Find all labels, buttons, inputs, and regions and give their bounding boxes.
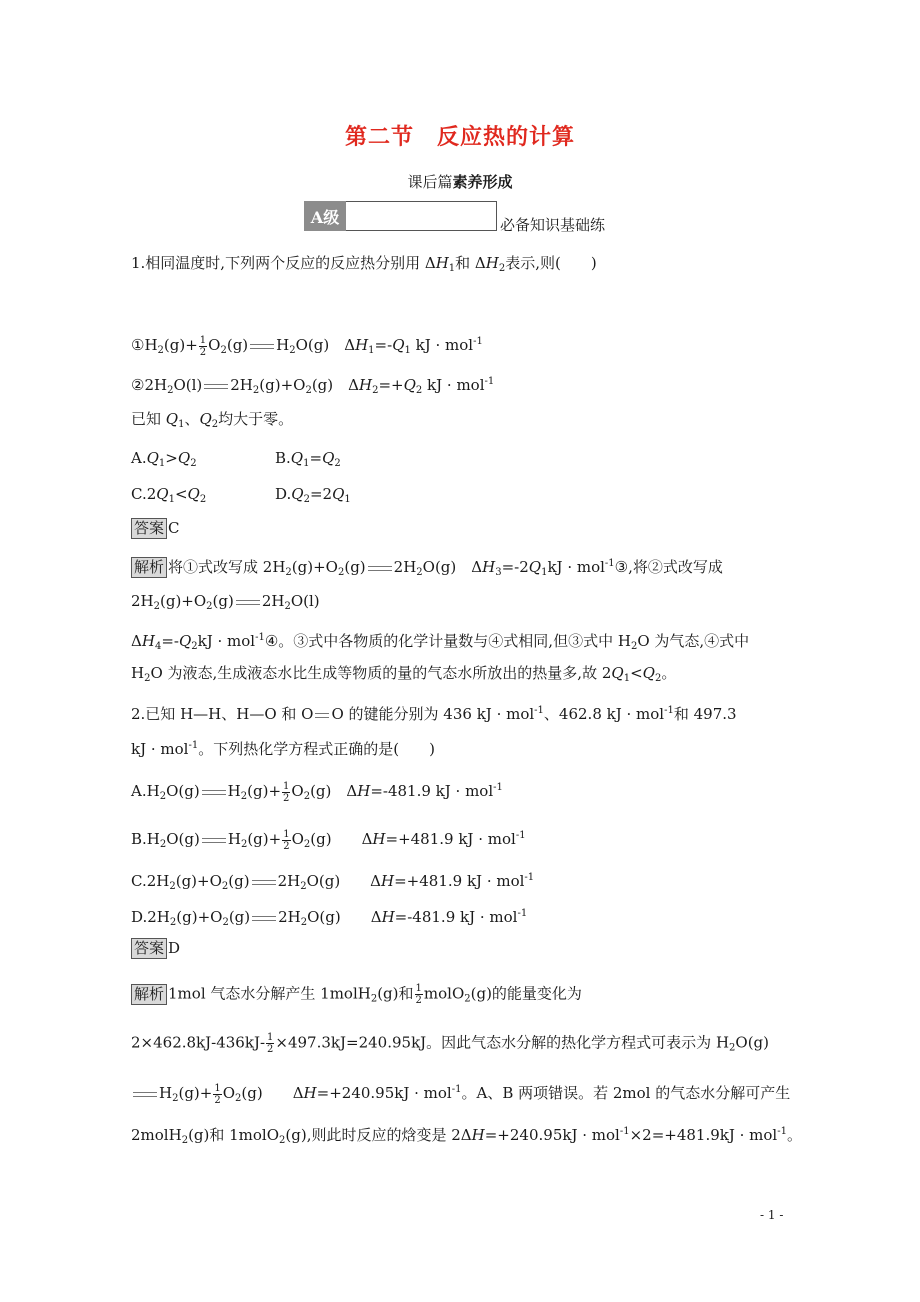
section-subtitle	[0, 171, 920, 192]
q2-stem-line-2: kJ · mol$^{-1}$。下列热化学方程式正确的是( )	[131, 740, 435, 758]
q2-analysis-line-2: 2×462.8kJ-436kJ- $\frac{1}{2}$ ×497.3kJ=240.95kJ。因此气态水分解的热化学方程式可表示为 $H_2O(g)$	[131, 1032, 770, 1055]
page-number: - 1 -	[760, 1208, 784, 1222]
q2-analysis-line-3: $H_2(g)+$ $\frac{1}{2}$ $O_2(g)$ ΔH=+240.95kJ · mol$^{-1}$。A、B 两项错误。若 2mol 的气态水分解可产生	[131, 1080, 790, 1109]
q1-analysis-line-4: $H_2O$ 为液态,生成液态水比生成等物质的量的气态水所放出的热量多,故 $2Q_1<Q_2$。	[131, 664, 677, 684]
equals-arrow-icon	[368, 566, 392, 571]
fraction-half: $\frac{1}{2}$	[415, 983, 422, 1006]
fraction-half: $\frac{1}{2}$	[283, 780, 290, 804]
double-bond-icon	[315, 713, 329, 718]
q1-option-d[interactable]: $D.Q_2=2Q_1$	[275, 485, 351, 505]
analysis-tag: 解析	[131, 557, 167, 578]
q2-answer: 答案 D	[131, 938, 180, 959]
fraction-half: $\frac{1}{2}$	[199, 334, 207, 358]
q1-equation-1: $①H_2(g)+$ $\frac{1}{2}$ $O_2(g)$ $H_2O(g)$ $\Delta H_1=-Q_1$ kJ · mol$^{-1}$	[131, 334, 483, 358]
equals-arrow-icon	[250, 344, 274, 349]
equals-arrow-icon	[133, 1092, 157, 1097]
analysis-tag: 解析	[131, 984, 167, 1005]
level-badge: A级	[304, 201, 346, 231]
subtitle-bold: 素养形成	[452, 173, 513, 191]
q1-answer: 答案 C	[131, 518, 180, 539]
q1-analysis-line-3: $\Delta H_4=-Q_2kJ$ · mol$^{-1}$④。③式中各物质的化学计量数与④式相同,但③式中 $H_2O$ 为气态,④式中	[131, 632, 750, 652]
q2-option-a[interactable]: $A.H_2O(g)$ $H_2(g)+$ $\frac{1}{2}$ $O_2(g)$ ΔH=-481.9 kJ · mol$^{-1}$	[131, 780, 503, 804]
equals-arrow-icon	[202, 790, 226, 795]
q2-analysis-line-4: 2molH$_2$(g)和 1molO$_2$(g),则此时反应的焓变是 2ΔH=+240.95kJ · mol$^{-1}$×2=+481.9kJ · mol$^{-1}$。	[131, 1126, 802, 1146]
level-box	[346, 201, 497, 231]
equals-arrow-icon	[252, 880, 276, 885]
q1-equation-2: $②2H_2O(l)$ $2H_2(g)+O_2(g)$ $\Delta H_2=+Q_2$ kJ · mol$^{-1}$	[131, 376, 495, 396]
equals-arrow-icon	[252, 916, 276, 921]
q2-option-b[interactable]: $B.H_2O(g)$ $H_2(g)+$ $\frac{1}{2}$ $O_2(g)$ ΔH=+481.9 kJ · mol$^{-1}$	[131, 828, 526, 852]
page-title: 第二节 反应热的计算	[344, 125, 575, 150]
equals-arrow-icon	[236, 600, 260, 605]
q2-option-c[interactable]: $C.2H_2(g)+O_2(g)$ $2H_2O(g)$ ΔH=+481.9 kJ · mol$^{-1}$	[131, 872, 535, 892]
q2-analysis-line-1: 解析 1mol 气态水分解产生 1molH$_2$(g)和 $\frac{1}{2}$ molO$_2$(g)的能量变化为	[131, 983, 582, 1010]
equals-arrow-icon	[202, 838, 226, 843]
q1-option-a[interactable]: $A.Q_1>Q_2$	[131, 449, 197, 469]
q1-option-c[interactable]: $C.2Q_1<Q_2$	[131, 485, 207, 505]
q1-option-b[interactable]: $B.Q_1=Q_2$	[275, 449, 341, 469]
equals-arrow-icon	[204, 384, 228, 389]
q2-option-d[interactable]: $D.2H_2(g)+O_2(g)$ $2H_2O(g)$ ΔH=-481.9 kJ · mol$^{-1}$	[131, 908, 528, 928]
answer-tag: 答案	[131, 938, 167, 959]
q2-stem-line-1: 2.已知 H—H、H—O 和 O O 的键能分别为 436 kJ · mol$^{-1}$、462.8 kJ · mol$^{-1}$和 497.3	[131, 705, 737, 723]
q1-stem: 1.相同温度时,下列两个反应的反应热分别用 $\Delta H_1$和 $\Delta H_2$表示,则( )	[131, 254, 597, 274]
fraction-half: $\frac{1}{2}$	[214, 1082, 221, 1106]
q1-analysis-line-1: 解析 将①式改写成 $2H_2(g)+O_2(g)$ $2H_2O(g)$ $\Delta H_3=-2Q_1kJ$ · mol$^{-1}$③,将②式改写成	[131, 554, 723, 583]
level-header	[304, 201, 606, 234]
q1-analysis-line-2: $2H_2(g)+O_2(g)$ $2H_2O(l)$	[131, 592, 320, 612]
q1-known: 已知 $Q_1$、$Q_2$均大于零。	[131, 410, 294, 430]
level-label: 必备知识基础练	[500, 216, 606, 234]
subtitle-normal: 课后篇	[407, 173, 453, 191]
answer-tag: 答案	[131, 518, 167, 539]
fraction-half: $\frac{1}{2}$	[283, 828, 290, 852]
fraction-half: $\frac{1}{2}$	[267, 1032, 274, 1055]
